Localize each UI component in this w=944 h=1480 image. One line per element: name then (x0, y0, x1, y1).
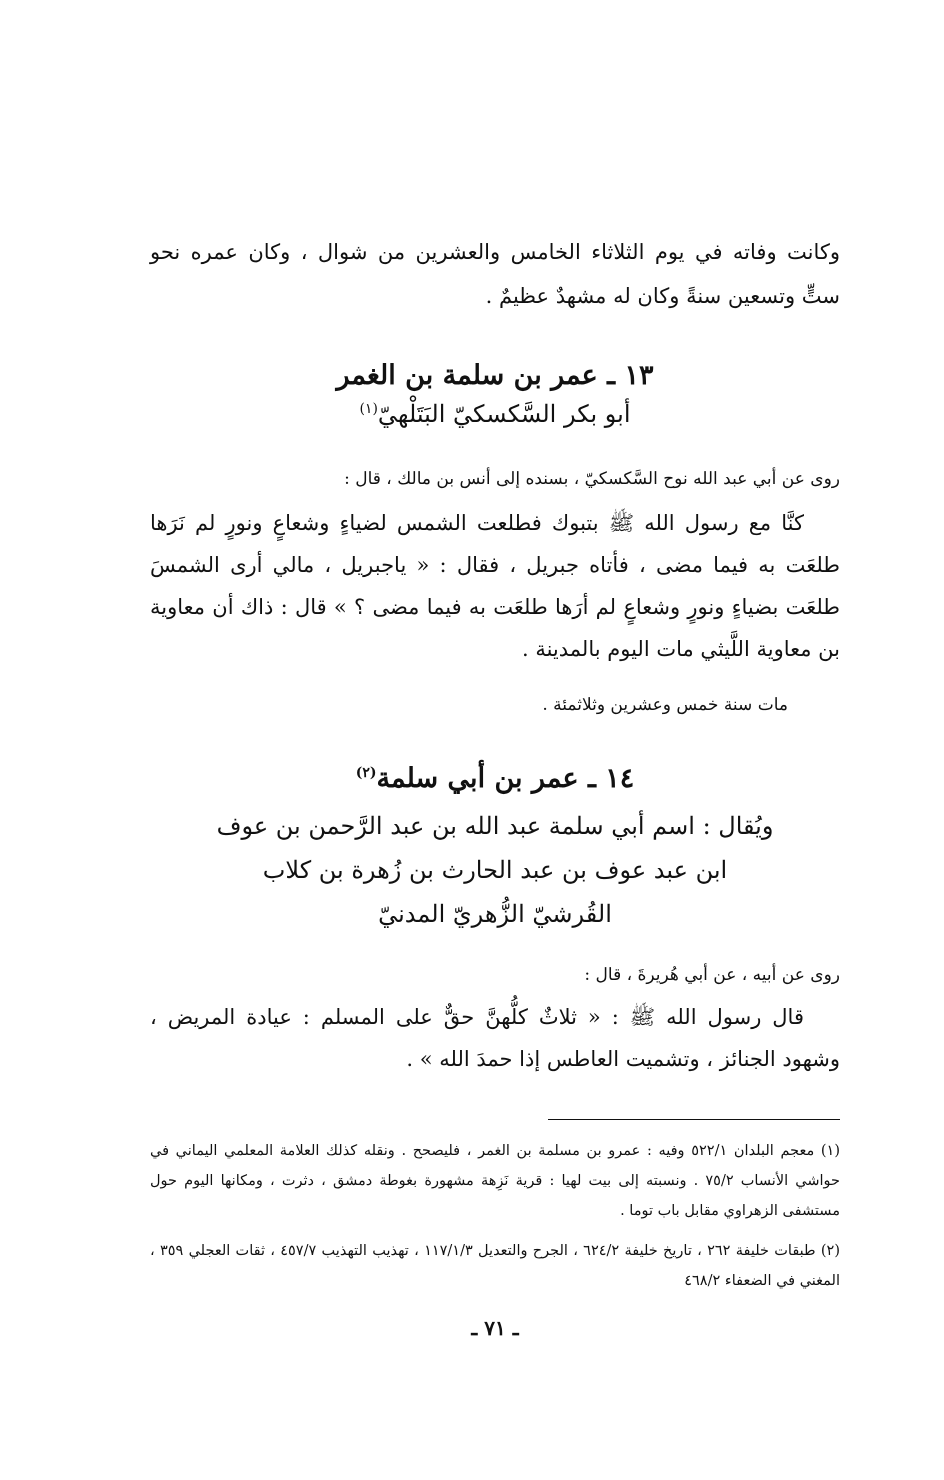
entry-14-name-line-1: ويُقال : اسم أبي سلمة عبد الله بن عبد الرَّحمن بن عوف (216, 812, 774, 840)
entry-14-title-text: ١٤ ـ عمر بن أبي سلمة (376, 763, 635, 794)
entry-14-title (150, 763, 840, 794)
entry-13-subtitle (150, 400, 840, 428)
entry-13-hadith: كنَّا مع رسول الله ﷺ بتبوك فطلعت الشمس لضياءٍ وشعاعٍ ونورٍ لم نَرَها طلعَت به فيما مضى ، فأتاه جبريل ، فقال : « ياجبريل ، مالي أرى الشمسَ طلعَت بضياءٍ ونورٍ وشعاعٍ لم أرَها طلعَت به فيما مضى ؟ » قال : ذاك أن معاوية بن معاوية اللَّيثي مات اليوم بالمدينة . (150, 511, 840, 661)
intro-paragraph: وكانت وفاته في يوم الثلاثاء الخامس والعشرين من شوال ، وكان عمره نحو ستٍّ وتسعين سنةً وكان له مشهدٌ عظيمٌ . (150, 240, 840, 308)
entry-13-subtitle-text: أبو بكر السَّكسكيّ البَتَلْهيّ (377, 400, 631, 428)
entry-14-name-line-2: ابن عبد عوف بن عبد الحارث بن زُهرة بن كلاب (262, 856, 728, 884)
footnote-2: (٢) طبقات خليفة ٢٦٢ ، تاريخ خليفة ٦٢٤/٢ ، الجرح والتعديل ١١٧/١/٣ ، تهذيب التهذيب ٤٥٧/٧ ، ثقات العجلي ٣٥٩ ، المغني في الضعفاء ٤٦٨/٢ (150, 1243, 840, 1289)
entry-14-chain: روى عن أبيه ، عن أبي هُريرةَ ، قال : (584, 965, 840, 985)
page-number: ـ ٧١ ـ (471, 1316, 519, 1340)
entry-13-chain: روى عن أبي عبد الله نوح السَّكسكيّ ، بسنده إلى أنس بن مالك ، قال : (344, 469, 840, 489)
entry-13-death: مات سنة خمس وعشرين وثلاثمئة . (542, 695, 788, 715)
footnote-ref-2: (٢) (355, 765, 377, 781)
entry-13-title (150, 360, 840, 391)
entry-13-title-text: ١٣ ـ عمر بن سلمة بن الغمر (336, 360, 654, 391)
footnote-ref-1: (١) (359, 401, 378, 417)
entry-14-name-line-3: القُرشيّ الزُّهريّ المدنيّ (378, 900, 612, 928)
footnote-divider (548, 1119, 840, 1120)
footnote-1: (١) معجم البلدان ٥٢٢/١ وفيه : عمرو بن مسلمة بن الغمر ، فليصحح . ونقله كذلك العلامة المعلمي اليماني في حواشي الأنساب ٧٥/٢ . ونسبته إلى بيت لهيا : قرية نَزِهة مشهورة بغوطة دمشق ، دثرت ، ومكانها اليوم حول مستشفى الزهراوي مقابل باب توما . (150, 1143, 840, 1219)
entry-14-hadith: قال رسول الله ﷺ : « ثلاثٌ كلُّهنَّ حقٌّ على المسلم : عيادة المريض ، وشهود الجنائز ، وتشميت العاطس إذا حمدَ الله » . (150, 1005, 840, 1071)
